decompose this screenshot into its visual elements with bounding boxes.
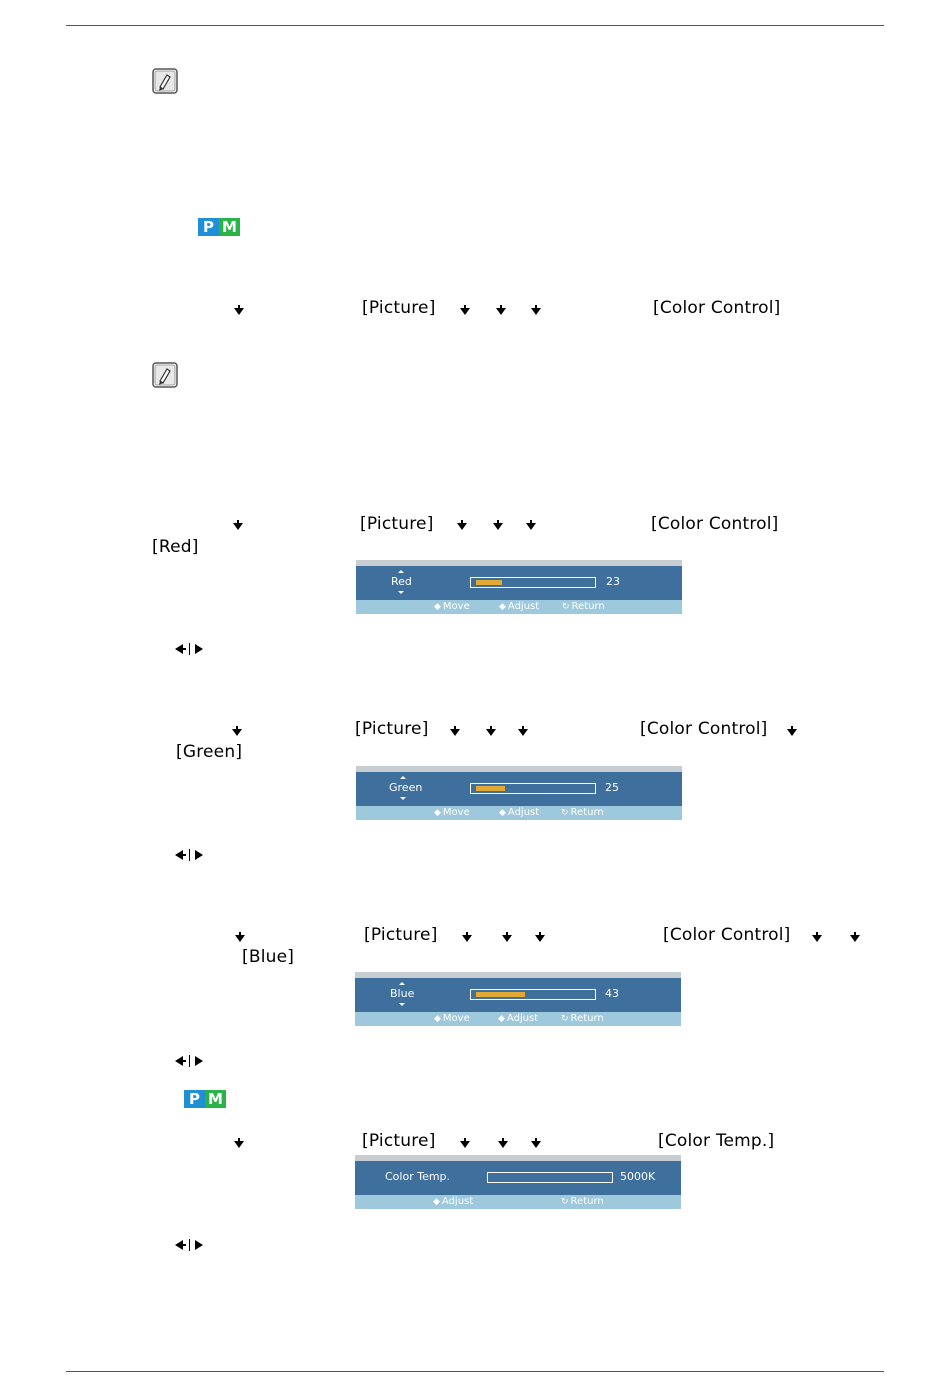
return-icon: ↻ [561, 1197, 569, 1207]
menu-path-green: [Green] [176, 742, 243, 762]
updown-icon: ◆ [434, 808, 441, 818]
down-caret-icon [399, 1003, 405, 1006]
up-caret-icon [400, 776, 406, 779]
footer-rule [66, 1371, 884, 1372]
pm-p-letter: P [184, 1090, 205, 1108]
leftright-icon: ◆ [499, 808, 506, 818]
osd-red-panel [356, 560, 682, 614]
return-icon: ↻ [561, 808, 569, 818]
down-arrow-icon [535, 935, 545, 942]
leftright-icon: ◆ [433, 1197, 440, 1207]
down-arrow-icon [235, 935, 245, 942]
osd-value: 23 [606, 575, 620, 588]
pm-m-letter: M [219, 218, 240, 236]
osd-hint-adjust: ◆ Adjust [498, 1013, 539, 1024]
osd-value: 5000K [620, 1170, 656, 1183]
pm-m-letter: M [205, 1090, 226, 1108]
osd-label: Red [391, 575, 412, 588]
osd-level-fill [476, 992, 525, 997]
osd-level-bar[interactable] [470, 989, 596, 1000]
pm-mode-icon [198, 218, 240, 236]
osd-hint-move: ◆ Move [434, 807, 470, 818]
down-arrow-icon [234, 308, 244, 315]
osd-label: Blue [390, 987, 415, 1000]
osd-value: 43 [605, 987, 619, 1000]
down-arrow-icon [460, 308, 470, 315]
menu-path-color-control: [Color Control] [663, 925, 791, 945]
down-arrow-icon [787, 729, 797, 736]
menu-path-picture: [Picture] [362, 1131, 436, 1151]
down-arrow-icon [493, 523, 503, 530]
down-arrow-icon [498, 1141, 508, 1148]
menu-path-picture: [Picture] [355, 719, 429, 739]
left-right-arrows-icon [175, 1239, 209, 1251]
osd-hint-move: ◆ Move [434, 601, 470, 612]
menu-path-color-control: [Color Control] [651, 514, 779, 534]
osd-level-fill [476, 580, 502, 585]
menu-path-blue: [Blue] [242, 947, 295, 967]
menu-path-color-temp: [Color Temp.] [658, 1131, 775, 1151]
left-right-arrows-icon [175, 849, 209, 861]
osd-label: Color Temp. [385, 1170, 451, 1183]
pm-p-letter: P [198, 218, 219, 236]
osd-hint-return: ↻ Return [562, 601, 605, 612]
return-icon: ↻ [561, 1014, 569, 1024]
header-rule [66, 25, 884, 26]
osd-hint-return: ↻ Return [561, 1013, 604, 1024]
osd-level-bar[interactable] [470, 783, 596, 794]
memo-icon [152, 362, 178, 388]
down-arrow-icon [460, 1141, 470, 1148]
up-caret-icon [399, 982, 405, 985]
down-arrow-icon [486, 729, 496, 736]
leftright-icon: ◆ [498, 1014, 505, 1024]
down-arrow-icon [233, 523, 243, 530]
down-arrow-icon [531, 308, 541, 315]
osd-green-panel [356, 766, 682, 820]
osd-hint-return: ↻ Return [561, 1196, 604, 1207]
osd-label: Green [389, 781, 423, 794]
down-arrow-icon [496, 308, 506, 315]
left-right-arrows-icon [175, 643, 209, 655]
osd-value: 25 [605, 781, 619, 794]
menu-path-color-control: [Color Control] [640, 719, 768, 739]
down-arrow-icon [457, 523, 467, 530]
down-arrow-icon [812, 935, 822, 942]
menu-path-color-control: [Color Control] [653, 298, 781, 318]
down-arrow-icon [462, 935, 472, 942]
left-right-arrows-icon [175, 1055, 209, 1067]
down-arrow-icon [531, 1141, 541, 1148]
osd-level-bar[interactable] [470, 577, 596, 588]
osd-hint-adjust: ◆ Adjust [499, 601, 540, 612]
memo-icon [152, 68, 178, 94]
osd-color-temp-panel [355, 1155, 681, 1209]
updown-icon: ◆ [434, 1014, 441, 1024]
osd-level-fill [476, 786, 505, 791]
down-caret-icon [400, 797, 406, 800]
down-caret-icon [398, 591, 404, 594]
menu-path-picture: [Picture] [362, 298, 436, 318]
pm-mode-icon [184, 1090, 226, 1108]
up-caret-icon [398, 570, 404, 573]
down-arrow-icon [450, 729, 460, 736]
down-arrow-icon [502, 935, 512, 942]
osd-level-bar[interactable] [487, 1172, 613, 1183]
menu-path-red: [Red] [152, 537, 199, 557]
down-arrow-icon [850, 935, 860, 942]
down-arrow-icon [234, 1141, 244, 1148]
menu-path-picture: [Picture] [364, 925, 438, 945]
down-arrow-icon [232, 729, 242, 736]
menu-path-picture: [Picture] [360, 514, 434, 534]
leftright-icon: ◆ [499, 602, 506, 612]
down-arrow-icon [518, 729, 528, 736]
osd-hint-move: ◆ Move [434, 1013, 470, 1024]
osd-hint-adjust: ◆ Adjust [433, 1196, 474, 1207]
osd-hint-return: ↻ Return [561, 807, 604, 818]
down-arrow-icon [526, 523, 536, 530]
osd-blue-panel [355, 972, 681, 1026]
return-icon: ↻ [562, 602, 570, 612]
updown-icon: ◆ [434, 602, 441, 612]
osd-hint-adjust: ◆ Adjust [499, 807, 540, 818]
